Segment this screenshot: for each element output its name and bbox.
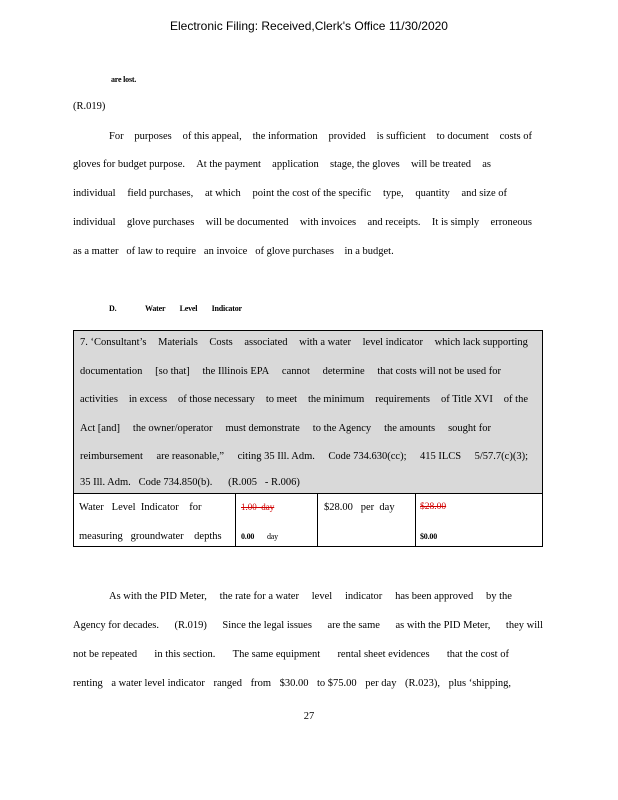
para2-line: Agency for decades. (R.019) Since the legal issues are the same as with the PID Meter, they will [73, 620, 543, 631]
para2-line: not be repeated in this section. The same equipment rental sheet evidences that the cost of [73, 649, 509, 660]
section-label: D. [109, 304, 117, 313]
para1-line: For purposes of this appeal, the information provided is sufficient to document costs of [109, 131, 532, 142]
section-title: Water Level Indicator [145, 304, 242, 313]
para1-line: individual field purchases, at which point the cost of the specific type, quantity and size of [73, 188, 507, 199]
denial-quote-box [73, 330, 543, 494]
total-value: $0.00 [420, 532, 438, 541]
para1-line: individual glove purchases will be documented with invoices and receipts. It is simply erroneous [73, 217, 532, 228]
fragment-text: are lost. [111, 75, 137, 84]
quantity-unit: day [267, 532, 278, 541]
quantity-struck: 1.00 day [241, 502, 275, 512]
cost-table [73, 494, 543, 547]
item-description-line2: measuring groundwater depths [79, 531, 222, 542]
quote-last-line: 35 Ill. Adm. Code 734.850(b). (R.005 - R.006) [80, 477, 300, 488]
table-divider [235, 494, 236, 546]
quote-line: 7. ‘Consultant’s Materials Costs associated with a water level indicator which lack supporting [80, 337, 528, 348]
item-description-line1: Water Level Indicator for [79, 502, 202, 513]
table-divider [317, 494, 318, 546]
page-number: 27 [303, 711, 315, 722]
para2-line: As with the PID Meter, the rate for a water level indicator has been approved by the [109, 591, 512, 602]
citation-r019: (R.019) [73, 101, 106, 112]
rate-value: $28.00 per day [324, 502, 395, 513]
quote-line: reimbursement are reasonable,” citing 35 Ill. Adm. Code 734.630(cc); 415 ILCS 5/57.7(c)(3); [80, 451, 528, 462]
para1-line: gloves for budget purpose. At the payment application stage, the gloves will be treated as [73, 159, 491, 170]
para1-last-line: as a matter of law to require an invoice of glove purchases in a budget. [73, 246, 394, 257]
total-struck: $28.00 [420, 502, 447, 512]
quote-line: documentation [so that] the Illinois EPA cannot determine that costs will not be used for [80, 366, 501, 377]
table-divider [415, 494, 416, 546]
para2-line: renting a water level indicator ranged from $30.00 to $75.00 per day (R.023), plus ‘shipping, [73, 678, 511, 689]
quantity-value: 0.00 [241, 532, 255, 541]
filing-header: Electronic Filing: Received,Clerk's Office 11/30/2020 [170, 19, 448, 33]
quote-line: activities in excess of those necessary to meet the minimum requirements of Title XVI of the [80, 394, 528, 405]
quote-line: Act [and] the owner/operator must demonstrate to the Agency the amounts sought for [80, 423, 491, 434]
